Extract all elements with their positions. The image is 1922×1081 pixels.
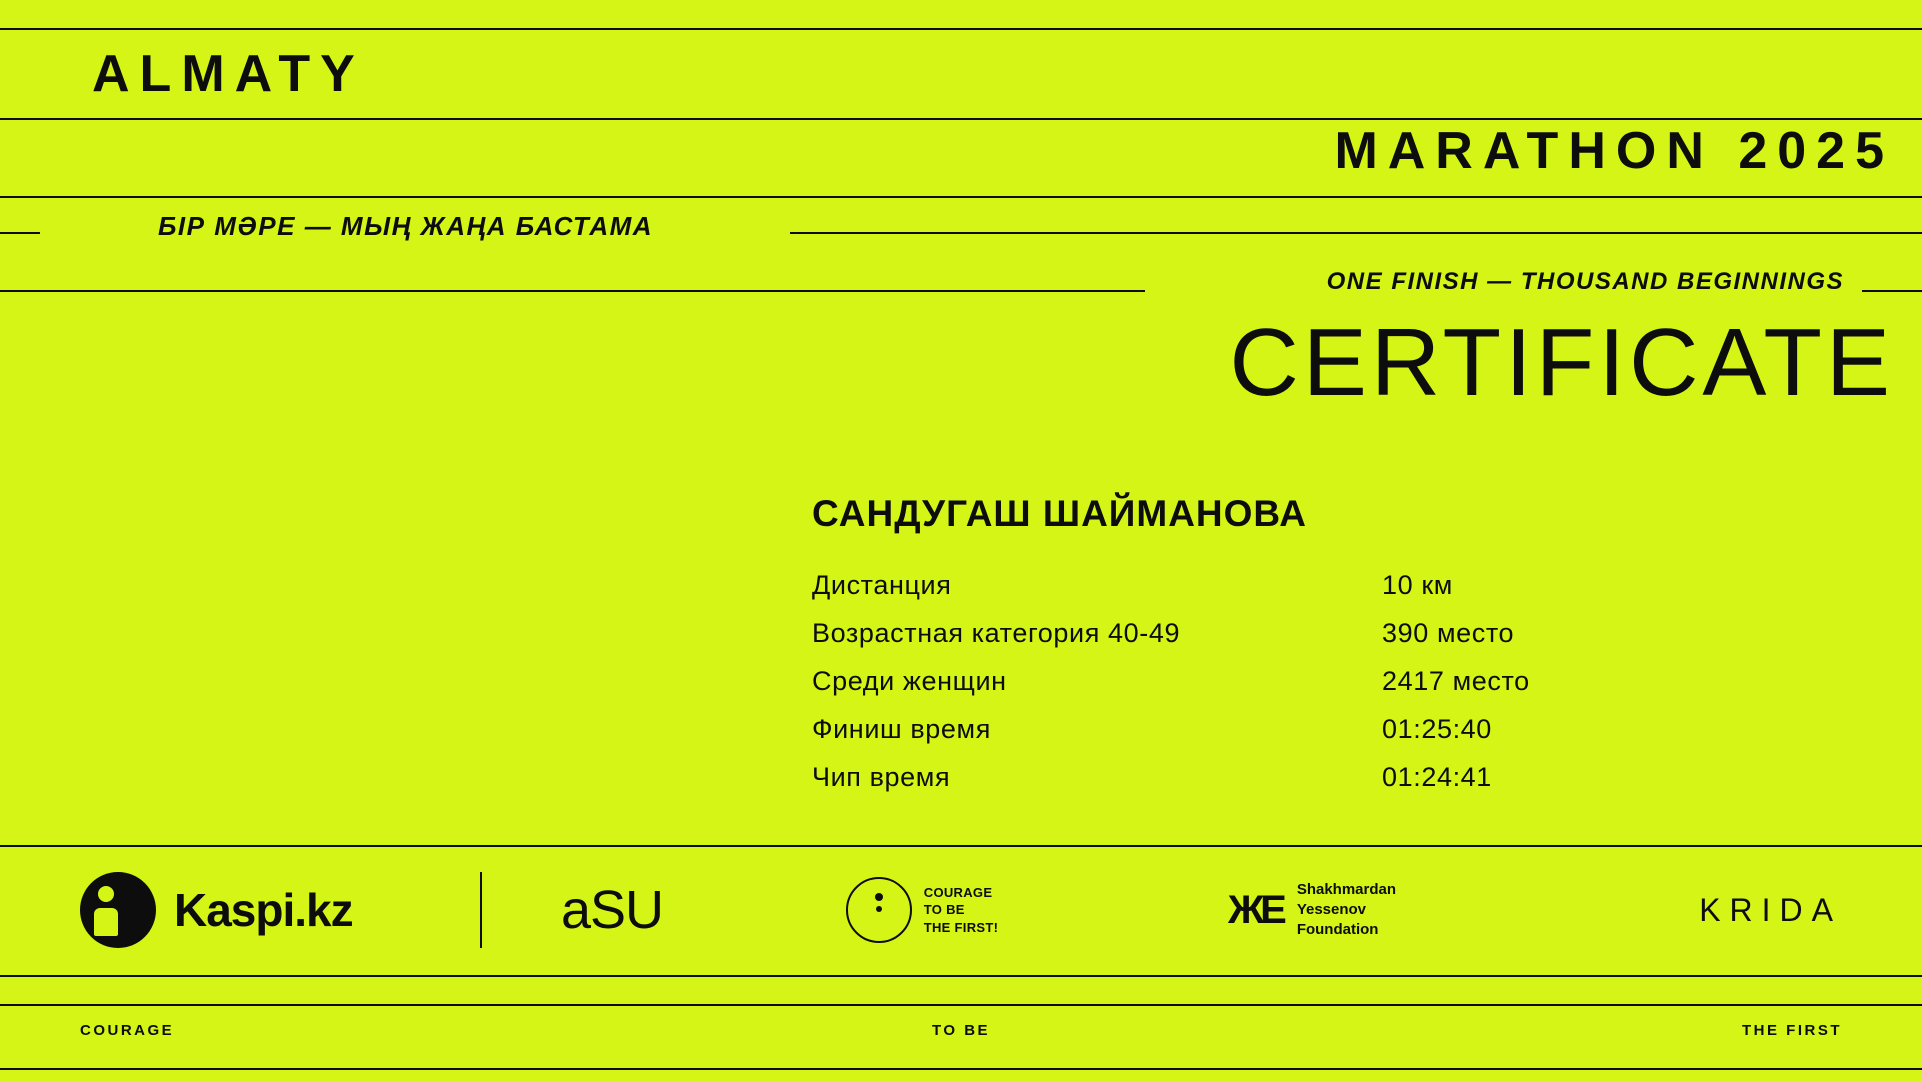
sponsor-shakhmardan-yessenov-foundation bbox=[1102, 845, 1522, 975]
result-label: Чип время bbox=[812, 762, 951, 792]
shf-line-2: Yessenov bbox=[1296, 900, 1367, 918]
slogan-english: ONE FINISH — THOUSAND BEGINNINGS bbox=[1309, 270, 1862, 294]
fund-line-3: THE FIRST! bbox=[923, 919, 999, 935]
kaspi-logo-icon bbox=[80, 872, 156, 948]
footer-right-text: THE FIRST bbox=[1742, 1022, 1842, 1039]
table-row bbox=[812, 618, 1602, 649]
sponsor-bar bbox=[0, 845, 1922, 975]
event-title: MARATHON 2025 bbox=[1334, 122, 1894, 180]
result-label: Финиш время bbox=[812, 714, 991, 744]
footer-bar bbox=[0, 1022, 1922, 1039]
fund-line-2: TO BE bbox=[923, 902, 965, 918]
result-label: Среди женщин bbox=[812, 666, 1007, 696]
sponsor-fund-label bbox=[924, 884, 999, 937]
slogan-kazakh: БІР МӘРЕ — МЫҢ ЖАҢА БАСТАМА bbox=[140, 213, 671, 239]
shf-line-3: Foundation bbox=[1296, 921, 1379, 939]
results-table bbox=[812, 570, 1602, 810]
sponsor-krida-label: KRIDA bbox=[1699, 891, 1842, 928]
result-value: 01:25:40 bbox=[1382, 714, 1492, 744]
result-value: 2417 место bbox=[1382, 666, 1530, 696]
result-value: 10 км bbox=[1382, 570, 1453, 600]
divider-line-1 bbox=[0, 28, 1922, 30]
sponsor-shf-label bbox=[1297, 880, 1396, 941]
athlete-name: САНДУГАШ ШАЙМАНОВА bbox=[812, 493, 1308, 534]
divider-line-footer-bottom bbox=[0, 1068, 1922, 1070]
sponsor-krida bbox=[1522, 845, 1922, 975]
table-row bbox=[812, 762, 1602, 793]
divider-line-sponsors-bottom bbox=[0, 975, 1922, 977]
divider-line-5-left bbox=[0, 290, 1145, 292]
table-row bbox=[812, 570, 1602, 601]
result-label: Возрастная категория 40-49 bbox=[812, 618, 1181, 648]
table-row bbox=[812, 714, 1602, 745]
yessenov-foundation-logo-icon: ЖЕ bbox=[1227, 887, 1283, 932]
event-city: ALMATY bbox=[92, 45, 365, 103]
fund-line-1: COURAGE bbox=[923, 884, 993, 900]
sponsor-corporate-fund bbox=[742, 845, 1102, 975]
shf-line-1: Shakhmardan bbox=[1296, 880, 1397, 898]
sponsor-kaspi bbox=[0, 845, 480, 975]
result-value: 390 место bbox=[1382, 618, 1515, 648]
divider-line-4-right bbox=[790, 232, 1922, 234]
footer-middle-text: TO BE bbox=[931, 1022, 991, 1039]
page-title: CERTIFICATE bbox=[1229, 309, 1894, 416]
corporate-fund-seal-icon bbox=[846, 877, 912, 943]
sponsor-asu bbox=[482, 845, 742, 975]
sponsor-kaspi-label: Kaspi.kz bbox=[174, 884, 353, 936]
footer-left-text: COURAGE bbox=[80, 1022, 175, 1039]
divider-line-4-left bbox=[0, 232, 40, 234]
divider-line-3 bbox=[0, 196, 1922, 198]
divider-line-2 bbox=[0, 118, 1922, 120]
table-row bbox=[812, 666, 1602, 697]
divider-line-footer-top bbox=[0, 1004, 1922, 1006]
result-value: 01:24:41 bbox=[1382, 762, 1492, 792]
sponsor-asu-label: aSU bbox=[560, 880, 664, 940]
result-label: Дистанция bbox=[812, 570, 952, 600]
